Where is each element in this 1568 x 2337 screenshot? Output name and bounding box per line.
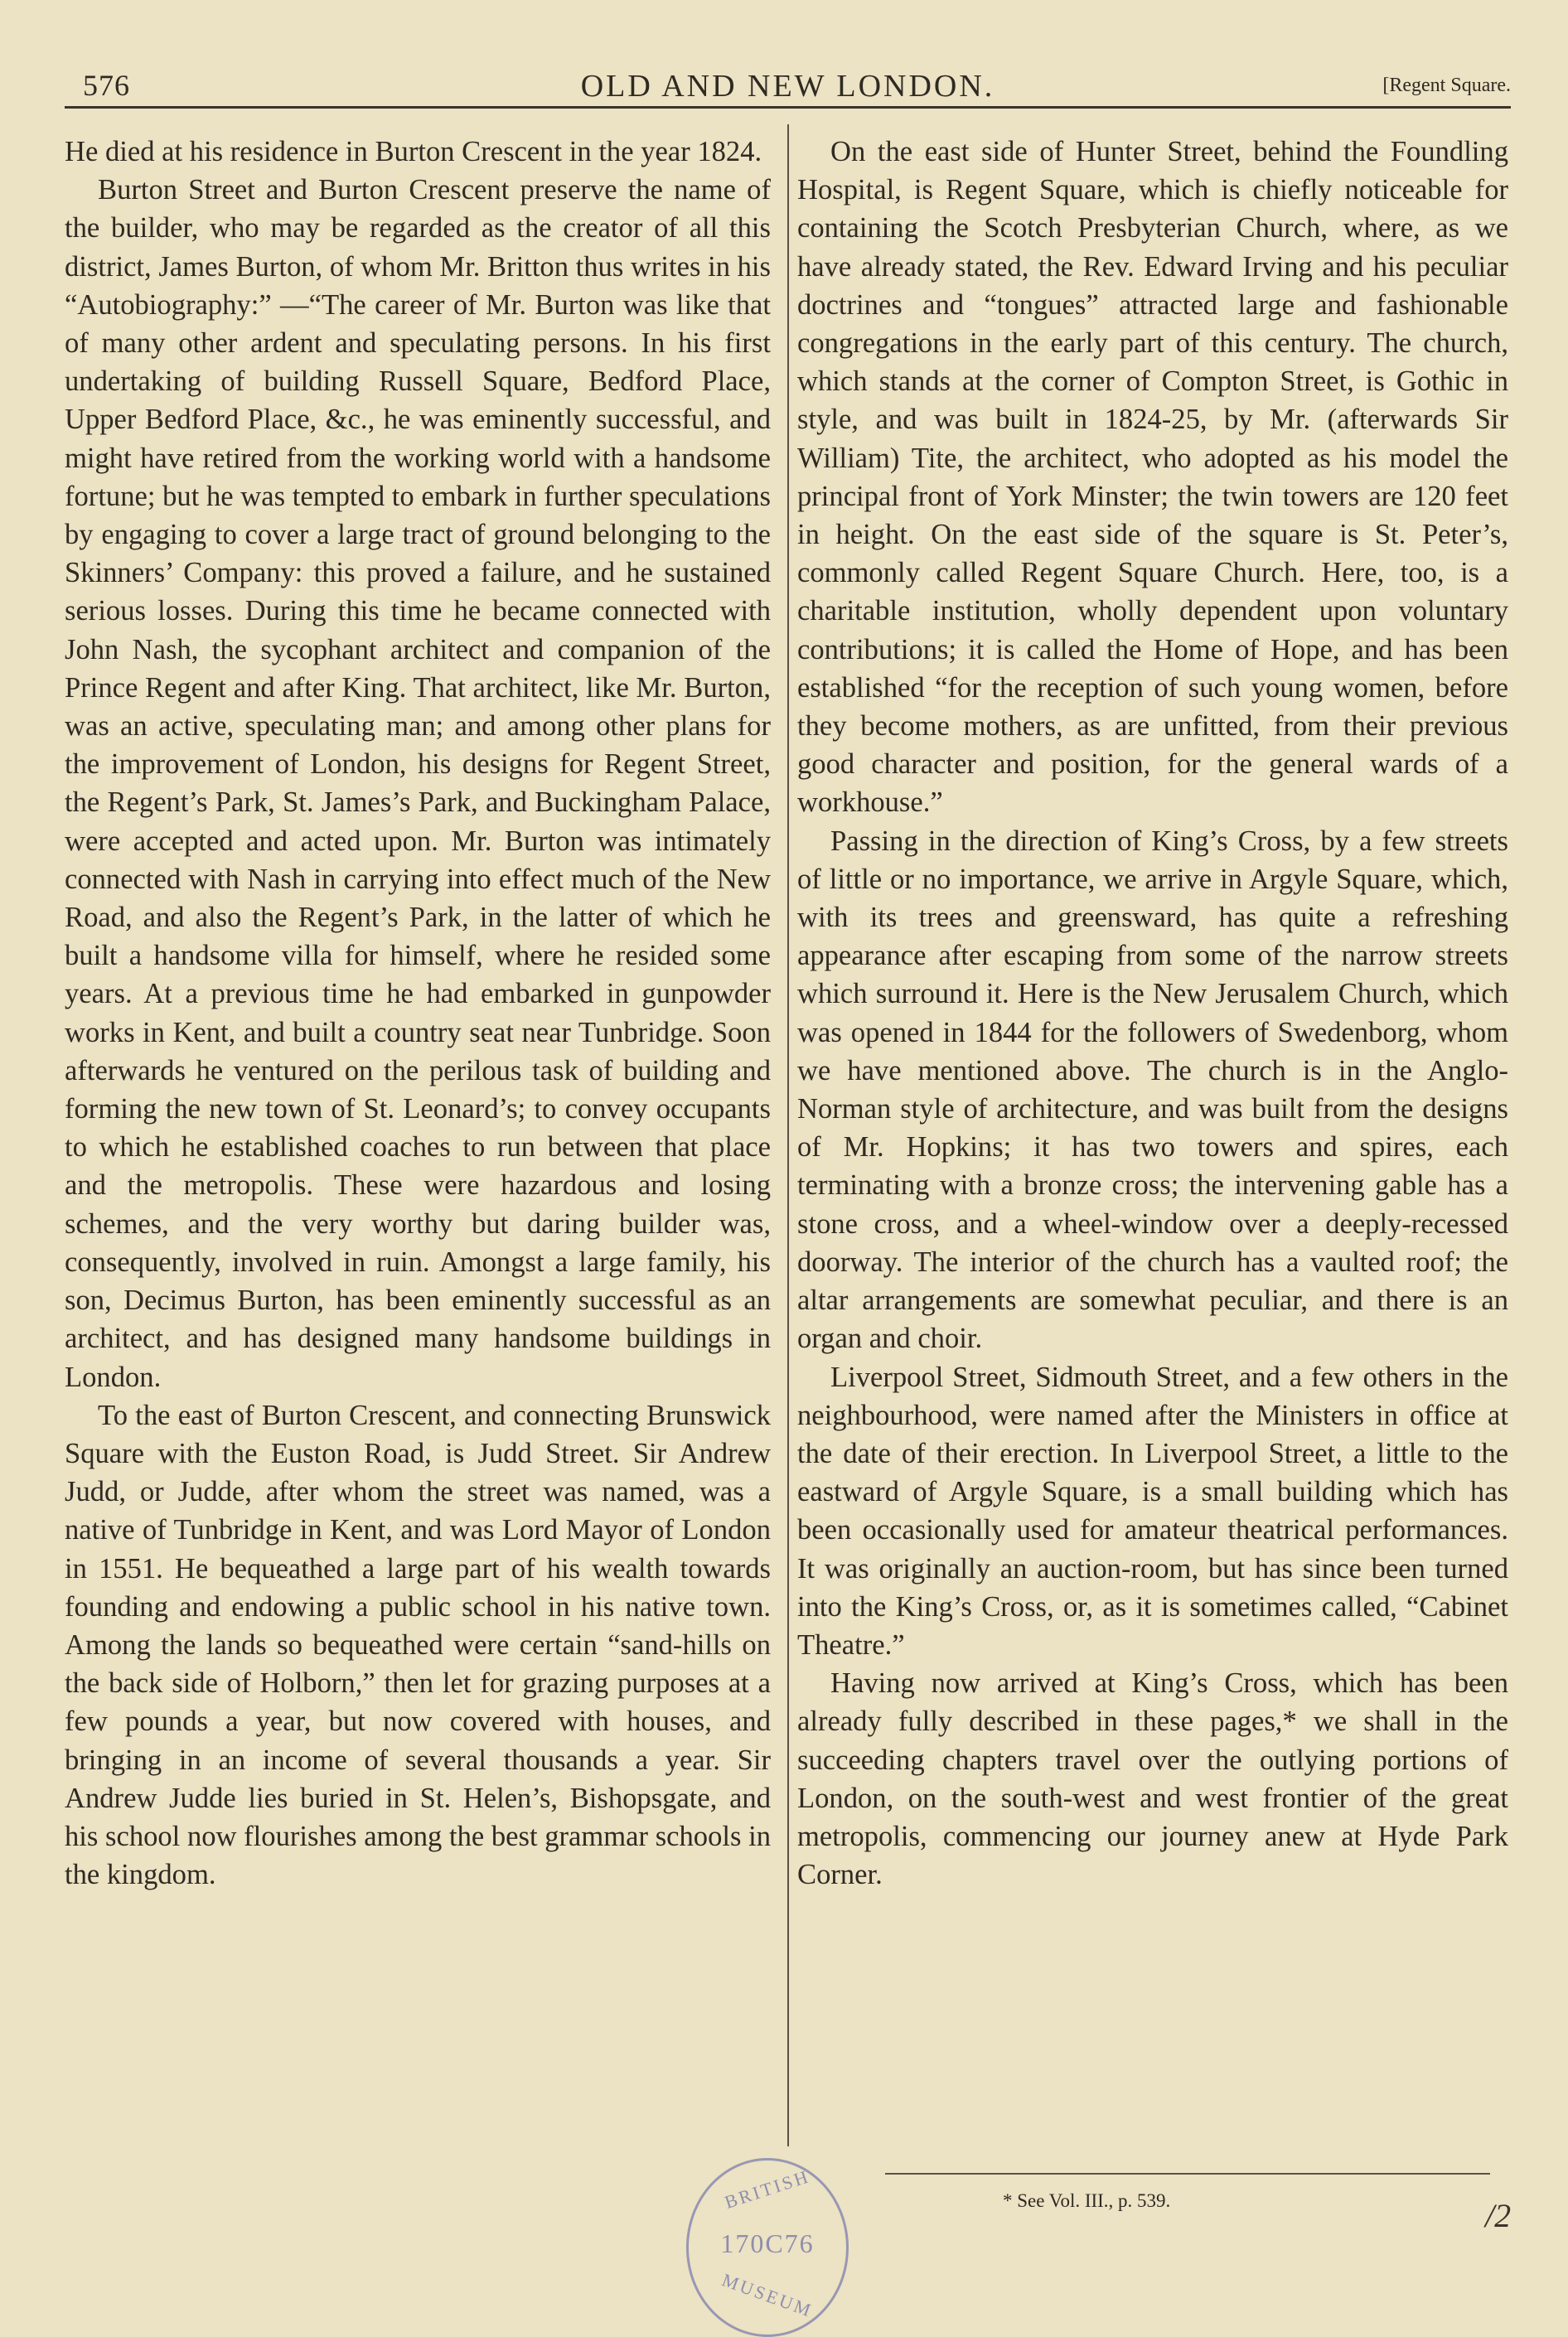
paragraph: Having now arrived at King’s Cross, which has been already fully described in these pages,* we shall in the succeeding chapters travel over the outlying portions of London, on the south-west and west frontier of the great metropolis, commencing our journey anew at Hyde Park Corner. xyxy=(797,1667,1508,1891)
paragraph: He died at his residence in Burton Crescent in the year 1824. xyxy=(65,136,762,167)
footnote: * See Vol. III., p. 539. xyxy=(1003,2190,1171,2211)
running-header xyxy=(65,65,1511,111)
section-title: [Regent Square. xyxy=(1382,75,1511,96)
page-number: 576 xyxy=(83,69,130,102)
paragraph: To the east of Burton Crescent, and connecting Brunswick Square with the Euston Road, is Judd Street. Sir Andrew Judd, or Judde, after whom the street was named, was a native of Tunbridge in Kent, and was Lord Mayor of London in 1551. He bequeathed a large part of his wealth towards founding and endowing a public school in his native town. Among the lands so bequeathed were certain “sand-hills on the back side of Holborn,” then let for grazing purposes at a few pounds a year, but now covered with houses, and bringing in an income of several thousands a year. Sir Andrew Judde lies buried in St. Helen’s, Bishopsgate, and his school now flourishes among the best grammar schools in the kingdom. xyxy=(65,1399,771,1891)
left-column xyxy=(65,133,771,1894)
paragraph: Burton Street and Burton Crescent preserve the name of the builder, who may be regarded as the creator of all this district, James Burton, of whom Mr. Britton thus writes in his “Autobiography:” —“The career of Mr. Burton was like that of many other ardent and speculating persons. In his first undertaking of building Russell Square, Bedford Place, Upper Bedford Place, &c., he was eminently successful, and might have retired from the working world with a handsome fortune; but he was tempted to embark in further speculations by engaging to cover a large tract of ground belonging to the Skinners’ Company: this proved a failure, and he sustained serious losses. During this time he became connected with John Nash, the sycophant architect and companion of the Prince Regent and after King. That architect, like Mr. Burton, was an active, speculating man; and among other plans for the improvement of London, his designs for Regent Street, the Regent’s Park, St. James’s Park, and Buckingham Palace, were accepted and acted upon. Mr. Burton was intimately connected with Nash in carrying into effect much of the New Road, and also the Regent’s Park, in the latter of which he built a handsome villa for himself, where he resided some years. At a previous time he had embarked in gunpowder works in Kent, and built a country seat near Tunbridge. Soon afterwards he ventured on the perilous task of building and forming the new town of St. Leonard’s; to convey occupants to which he established coaches to run between that place and the metropolis. These were hazardous and losing schemes, and the very worthy but daring builder was, consequently, involved in ruin. Amongst a large family, his son, Decimus Burton, has been eminently successful as an architect, and has designed many handsome buildings in London. xyxy=(65,174,771,1393)
footnote-rule xyxy=(885,2173,1490,2175)
book-title: OLD AND NEW LONDON. xyxy=(580,69,995,104)
library-stamp xyxy=(686,2158,849,2337)
right-column xyxy=(797,133,1508,1894)
stamp-text-bottom: MUSEUM xyxy=(719,2269,816,2321)
paragraph: Liverpool Street, Sidmouth Street, and a few others in the neighbourhood, were named after the Ministers in office at the date of their erection. In Liverpool Street, a little to the eastward of Argyle Square, is a small building which has been occasionally used for amateur theatrical performances. It was originally an auction-room, but has since been turned into the King’s Cross, or, as it is sometimes called, “Cabinet Theatre.” xyxy=(797,1361,1508,1661)
paragraph: Passing in the direction of King’s Cross, by a few streets of little or no importance, we arrive in Argyle Square, which, with its trees and greensward, has quite a refreshing appearance after escaping from some of the narrow streets which surround it. Here is the New Jerusalem Church, which was opened in 1844 for the followers of Swedenborg, whom we have mentioned above. The church is in the Anglo-Norman style of architecture, and was built from the designs of Mr. Hopkins; it has two towers and spires, each terminating with a bronze cross; the intervening gable has a stone cross, and a wheel-window over a deeply-recessed doorway. The interior of the church has a vaulted roof; the altar arrangements are somewhat peculiar, and there is an organ and choir. xyxy=(797,825,1508,1355)
stamp-number: 170C76 xyxy=(720,2228,815,2258)
paragraph: On the east side of Hunter Street, behind the Foundling Hospital, is Regent Square, which is chiefly noticeable for containing the Scotch Presbyterian Church, where, as we have already stated, the Rev. Edward Irving and his peculiar doctrines and “tongues” attracted large and fashionable congregations in the early part of this century. The church, which stands at the corner of Compton Street, is Gothic in style, and was built in 1824-25, by Mr. (afterwards Sir William) Tite, the architect, who adopted as his model the principal front of York Minster; the twin towers are 120 feet in height. On the east side of the square is St. Peter’s, commonly called Regent Square Church. Here, too, is a charitable institution, wholly dependent upon voluntary contributions; it is called the Home of Hope, and has been established “for the reception of such young women, before they become mothers, as are unfitted, from their previous good character and position, for the general wards of a workhouse.” xyxy=(797,136,1508,819)
stamp-text-top: BRITISH xyxy=(722,2165,813,2213)
page-mark: /2 xyxy=(1485,2197,1512,2234)
column-divider xyxy=(787,124,789,2146)
header-rule xyxy=(65,106,1511,109)
